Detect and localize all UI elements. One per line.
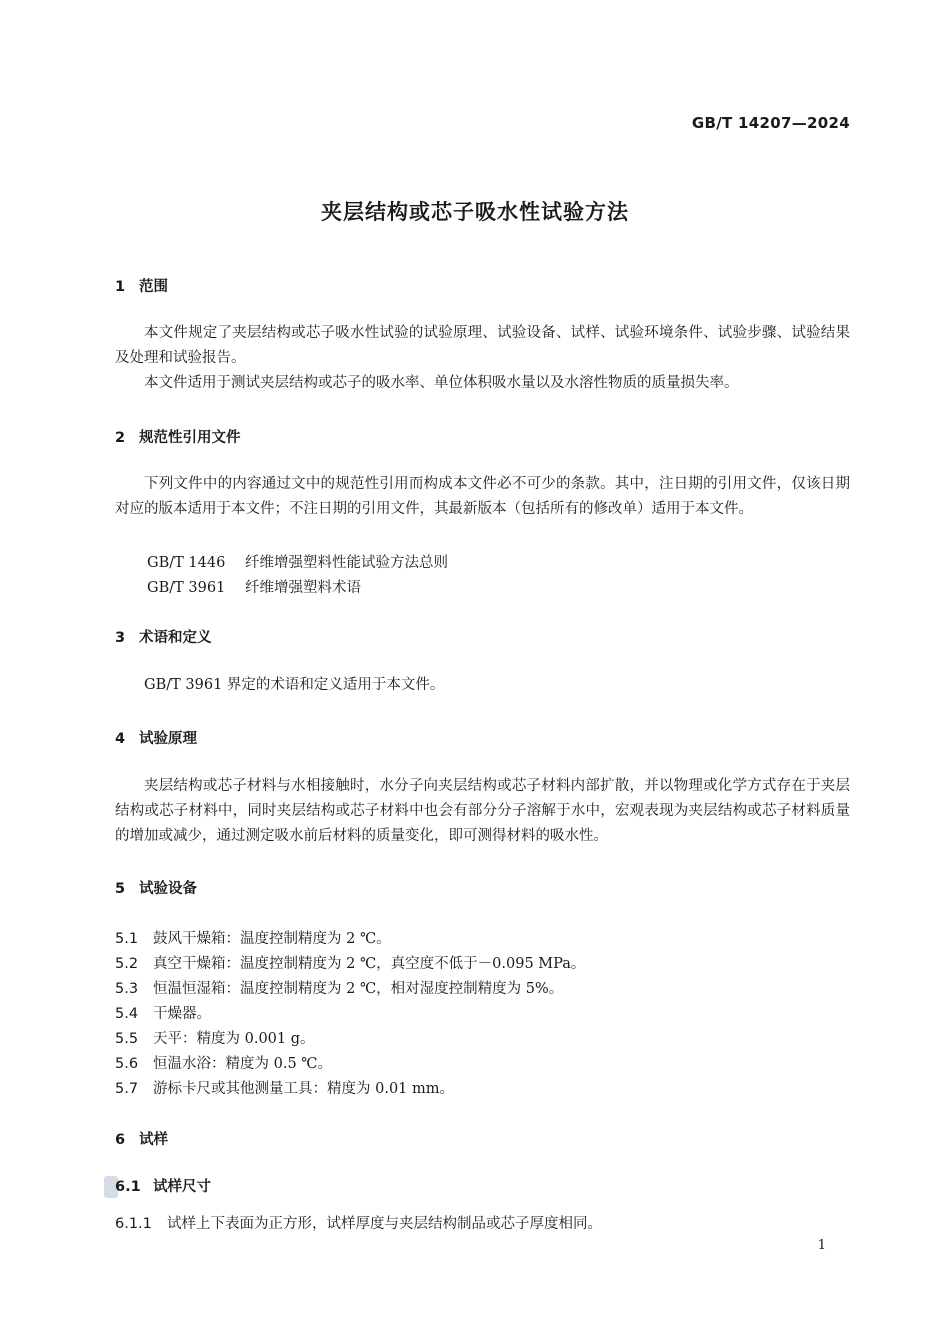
item-number: 5.2 xyxy=(115,956,139,972)
subsection-title: 试样尺寸 xyxy=(153,1179,211,1195)
section-title: 试验原理 xyxy=(139,731,197,747)
section-title: 试样 xyxy=(139,1132,168,1148)
equipment-item xyxy=(115,952,585,973)
section-title: 试验设备 xyxy=(139,881,197,897)
normative-references-paragraph: 下列文件中的内容通过文中的规范性引用而构成本文件必不可少的条款。其中，注日期的引用文件，仅该日期对应的版本适用于本文件；不注日期的引用文件，其最新版本（包括所有的修改单）适用于本文件。 xyxy=(115,476,850,517)
item-number: 5.5 xyxy=(115,1031,139,1047)
document-title: 夹层结构或芯子吸水性试验方法 xyxy=(321,200,629,224)
section-heading-2 xyxy=(115,426,241,447)
equipment-item xyxy=(115,927,391,948)
section-title: 术语和定义 xyxy=(139,630,212,646)
equipment-item xyxy=(115,1027,315,1048)
reference-item xyxy=(147,576,361,597)
page-number: 1 xyxy=(817,1238,826,1253)
section-heading-5 xyxy=(115,877,197,898)
item-number: 5.1 xyxy=(115,931,139,947)
section-number: 3 xyxy=(115,630,126,646)
section-title: 规范性引用文件 xyxy=(139,430,241,446)
item-text: 天平：精度为 0.001 g。 xyxy=(153,1031,315,1047)
item-number: 5.6 xyxy=(115,1056,139,1072)
item-text: 干燥器。 xyxy=(153,1006,211,1022)
equipment-item xyxy=(115,1077,454,1098)
subsection-number: 6.1 xyxy=(115,1179,141,1195)
terms-paragraph: GB/T 3961 界定的术语和定义适用于本文件。 xyxy=(144,677,445,693)
item-text: 鼓风干燥箱：温度控制精度为 2 ℃。 xyxy=(153,931,391,947)
section-number: 5 xyxy=(115,881,126,897)
section-title: 范围 xyxy=(139,279,168,295)
section-number: 6 xyxy=(115,1132,126,1148)
item-text: 真空干燥箱：温度控制精度为 2 ℃，真空度不低于－0.095 MPa。 xyxy=(153,956,586,972)
item-number: 5.7 xyxy=(115,1081,139,1097)
section-heading-6 xyxy=(115,1128,168,1149)
clause-number: 6.1.1 xyxy=(115,1216,152,1232)
clause-text: 试样上下表面为正方形，试样厚度与夹层结构制品或芯子厚度相同。 xyxy=(167,1216,602,1232)
section-number: 1 xyxy=(115,279,126,295)
reference-code: GB/T 1446 xyxy=(147,555,226,571)
equipment-item xyxy=(115,1052,332,1073)
section-heading-4 xyxy=(115,727,197,748)
clause-6-1-1 xyxy=(115,1212,602,1233)
standard-code: GB/T 14207—2024 xyxy=(691,114,850,132)
item-text: 恒温恒湿箱：温度控制精度为 2 ℃，相对湿度控制精度为 5%。 xyxy=(153,981,564,997)
item-text: 恒温水浴：精度为 0.5 ℃。 xyxy=(153,1056,332,1072)
item-number: 5.3 xyxy=(115,981,139,997)
scope-paragraph-2: 本文件适用于测试夹层结构或芯子的吸水率、单位体积吸水量以及水溶性物质的质量损失率。 xyxy=(144,375,739,391)
section-number: 2 xyxy=(115,430,126,446)
item-text: 游标卡尺或其他测量工具：精度为 0.01 mm。 xyxy=(153,1081,455,1097)
equipment-item xyxy=(115,1002,211,1023)
subsection-heading-6-1 xyxy=(115,1175,211,1196)
reference-title: 纤维增强塑料性能试验方法总则 xyxy=(245,555,448,571)
reference-title: 纤维增强塑料术语 xyxy=(245,580,361,596)
item-number: 5.4 xyxy=(115,1006,139,1022)
reference-item xyxy=(147,551,448,572)
section-heading-3 xyxy=(115,626,212,647)
scope-paragraph-1: 本文件规定了夹层结构或芯子吸水性试验的试验原理、试验设备、试样、试验环境条件、试验步骤、试验结果及处理和试验报告。 xyxy=(115,325,850,366)
reference-code: GB/T 3961 xyxy=(147,580,226,596)
principle-paragraph: 夹层结构或芯子材料与水相接触时，水分子向夹层结构或芯子材料内部扩散，并以物理或化学方式存在于夹层结构或芯子材料中，同时夹层结构或芯子材料中也会有部分分子溶解于水中，宏观表现为夹层结构或芯子材料质量的增加或减少，通过测定吸水前后材料的质量变化，即可测得材料的吸水性。 xyxy=(115,778,850,844)
equipment-item xyxy=(115,977,563,998)
section-heading-1 xyxy=(115,275,168,296)
section-number: 4 xyxy=(115,731,126,747)
